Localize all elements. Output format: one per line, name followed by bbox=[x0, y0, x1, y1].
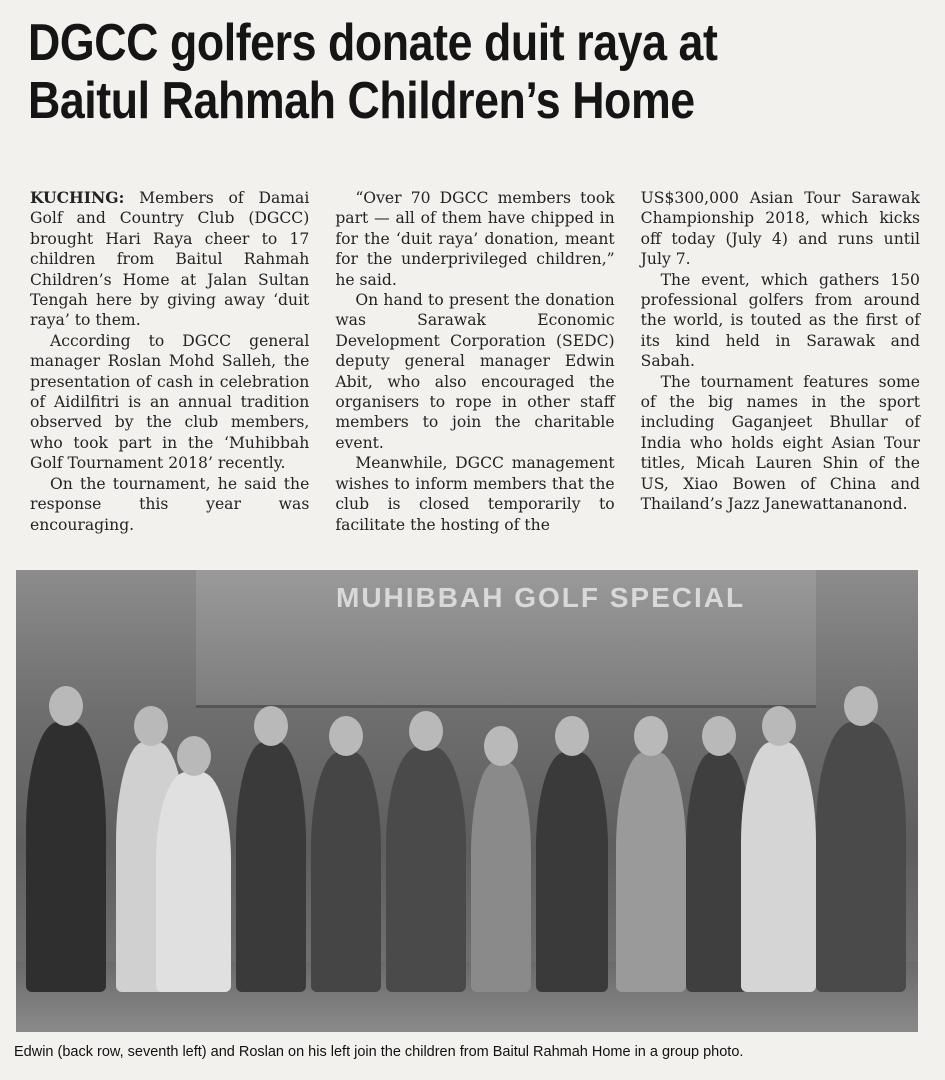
person-silhouette bbox=[536, 752, 608, 992]
paragraph: The event, which gathers 150 professional golfers from around the world, is touted as the first of its kind held in Sarawak and Sabah. bbox=[640, 270, 920, 371]
paragraph: On hand to present the donation was Sarawak Economic Development Corporation (SEDC) deputy general manager Edwin Abit, who also encouraged the organisers to rope in other staff members to join the charitable event. bbox=[335, 291, 615, 452]
photo-caption: Edwin (back row, seventh left) and Roslan on his left join the children from Baitul Rahmah Home in a group photo. bbox=[14, 1044, 744, 1060]
group-photo bbox=[16, 570, 918, 1032]
paragraph: US$300,000 Asian Tour Sarawak Championship 2018, which kicks off today (July 4) and runs until July 7. bbox=[640, 189, 920, 269]
headline bbox=[28, 14, 922, 130]
person-silhouette bbox=[816, 722, 906, 992]
paragraph bbox=[30, 188, 309, 331]
paragraph: The tournament features some of the big names in the sport including Gaganjeet Bhullar of India who holds eight Asian Tour titles, Micah Lauren Shin of the US, Xiao Bowen of China and Thailand’s Jazz Janewattananond. bbox=[640, 372, 920, 514]
paragraph: On the tournament, he said the response this year was encouraging. bbox=[30, 474, 310, 534]
person-head bbox=[844, 686, 878, 726]
article-column-2 bbox=[335, 188, 614, 540]
person-silhouette bbox=[386, 747, 466, 992]
person-head bbox=[134, 706, 168, 746]
dateline: KUCHING: bbox=[30, 188, 125, 207]
paragraph-text: Members of Damai Golf and Country Club (DGCC) brought Hari Raya cheer to 17 children from Baitul Rahmah Children’s Home at Jalan Sultan Tengah here by giving away ‘duit raya’ to them. bbox=[30, 189, 310, 330]
person-head bbox=[254, 706, 288, 746]
headline-line-2: Baitul Rahmah Children’s Home bbox=[28, 72, 695, 130]
person-head bbox=[762, 706, 796, 746]
person-head bbox=[409, 711, 443, 751]
article-body bbox=[30, 188, 920, 540]
article-column-3 bbox=[641, 188, 920, 540]
banner-text: MUHIBBAH GOLF SPECIAL bbox=[336, 582, 746, 613]
person-silhouette bbox=[471, 762, 531, 992]
paragraph: According to DGCC general manager Roslan Mohd Salleh, the presentation of cash in celebration of Aidilfitri is an annual tradition observed by the club members, who took part in the ‘Muhibbah Golf Tournament 2018’ recently. bbox=[30, 331, 310, 473]
person-head bbox=[702, 716, 736, 756]
person-head bbox=[177, 736, 211, 776]
person-head bbox=[329, 716, 363, 756]
paragraph: Meanwhile, DGCC management wishes to inform members that the club is closed temporarily to facilitate the hosting of the bbox=[335, 454, 615, 534]
person-head bbox=[555, 716, 589, 756]
person-silhouette bbox=[741, 742, 816, 992]
headline-line-1: DGCC golfers donate duit raya at bbox=[28, 14, 718, 72]
person-head bbox=[484, 726, 518, 766]
person-silhouette bbox=[616, 752, 686, 992]
person-silhouette bbox=[26, 722, 106, 992]
person-head bbox=[49, 686, 83, 726]
article-column-1 bbox=[30, 188, 309, 540]
person-silhouette bbox=[311, 752, 381, 992]
person-silhouette bbox=[156, 772, 231, 992]
person-silhouette bbox=[236, 742, 306, 992]
person-head bbox=[634, 716, 668, 756]
paragraph: “Over 70 DGCC members took part — all of them have chipped in for the ‘duit raya’ donation, meant for the underprivileged children,” he said. bbox=[335, 189, 615, 289]
